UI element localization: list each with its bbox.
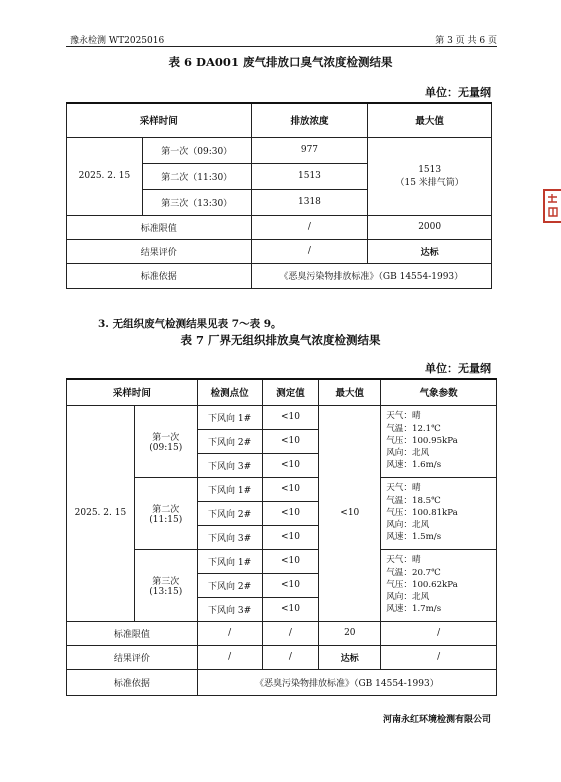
table7-group-name: 第一次	[152, 432, 180, 443]
table7-group-label	[134, 549, 197, 621]
table7-group-time: (11:15)	[149, 514, 183, 525]
table7-site: 下风向 3#	[197, 597, 262, 621]
table7-value: <10	[262, 573, 319, 597]
table6-row-value: 1513	[251, 163, 368, 189]
table7-value: <10	[262, 597, 319, 621]
page-header	[70, 30, 497, 46]
table7-site: 下风向 3#	[197, 453, 262, 477]
table6-row-label: 第一次（09:30）	[142, 137, 251, 163]
table6-header-max: 最大值	[368, 103, 492, 137]
table7-title: 表 7 厂界无组织排放臭气浓度检测结果	[180, 333, 381, 347]
table6-eval-label: 结果评价	[67, 239, 252, 263]
table7-value: <10	[262, 405, 319, 429]
seal-stamp-fragment	[540, 188, 561, 224]
table7-site: 下风向 2#	[197, 429, 262, 453]
table7	[66, 378, 497, 696]
table6-unit: 单位：无量纲	[425, 86, 491, 99]
table6-basis-label: 标准依据	[67, 263, 252, 288]
page-number: 第 3 页 共 6 页	[435, 36, 497, 46]
weather-line: 天气：晴	[386, 411, 421, 422]
table7-site: 下风向 1#	[197, 477, 262, 501]
section-paragraph: 3. 无组织废气检测结果见表 7～表 9。	[98, 318, 282, 330]
table7-site: 下风向 2#	[197, 573, 262, 597]
table7-group-label	[134, 405, 197, 477]
table7-weather-cell	[381, 405, 497, 477]
table7-group-label	[134, 477, 197, 549]
table7-value: <10	[262, 429, 319, 453]
table7-site: 下风向 1#	[197, 549, 262, 573]
table7-basis-label: 标准依据	[67, 669, 198, 695]
table7-basis-text: 《恶臭污染物排放标准》（GB 14554-1993）	[197, 669, 496, 695]
table7-header-weather: 气象参数	[381, 379, 497, 405]
table7-header-value: 测定值	[262, 379, 319, 405]
header-divider	[66, 46, 497, 47]
table6-header-conc: 排放浓度	[251, 103, 368, 137]
table7-limit-site: /	[197, 621, 262, 645]
weather-line: 风向：北风	[386, 520, 430, 531]
table6-basis-text: 《恶臭污染物排放标准》（GB 14554-1993）	[251, 263, 491, 288]
table7-header-site: 检测点位	[197, 379, 262, 405]
table6-date: 2025. 2. 15	[67, 137, 143, 215]
table7-eval-weather: /	[381, 645, 497, 669]
weather-line: 天气：晴	[386, 555, 421, 566]
weather-line: 气温：12.1℃	[386, 423, 441, 434]
table6-header-time: 采样时间	[67, 103, 252, 137]
table7-value: <10	[262, 453, 319, 477]
table7-value: <10	[262, 525, 319, 549]
table7-site: 下风向 3#	[197, 525, 262, 549]
table7-eval-site: /	[197, 645, 262, 669]
table6-max-value: 1513	[418, 164, 442, 175]
company-footer: 河南永红环境检测有限公司	[382, 715, 491, 725]
table7-value: <10	[262, 549, 319, 573]
weather-line: 气压：100.62kPa	[386, 579, 458, 590]
table7-group-name: 第二次	[152, 504, 180, 515]
table7-value: <10	[262, 477, 319, 501]
table6-limit-label: 标准限值	[67, 215, 252, 239]
table7-eval-label: 结果评价	[67, 645, 198, 669]
weather-line: 风向：北风	[386, 592, 430, 603]
table7-unit: 单位：无量纲	[425, 362, 491, 375]
table6-eval-conc: /	[251, 239, 368, 263]
table6-title: 表 6 DA001 废气排放口臭气浓度检测结果	[168, 55, 393, 69]
weather-line: 气压：100.95kPa	[386, 435, 458, 446]
table6-row-value: 1318	[251, 189, 368, 215]
table6-max-cell	[368, 137, 492, 215]
table7-max-value: <10	[319, 405, 381, 621]
table7-weather-cell	[381, 477, 497, 549]
table7-eval-value: /	[262, 645, 319, 669]
weather-line: 气温：18.5℃	[386, 495, 441, 506]
table6-row-label: 第二次（11:30）	[142, 163, 251, 189]
weather-line: 气温：20.7℃	[386, 567, 441, 578]
weather-line: 风向：北风	[386, 448, 430, 459]
table7-limit-weather: /	[381, 621, 497, 645]
table7-header-max: 最大值	[319, 379, 381, 405]
table7-limit-max: 20	[319, 621, 381, 645]
weather-line: 气压：100.81kPa	[386, 507, 458, 518]
table7-site: 下风向 1#	[197, 405, 262, 429]
table7-group-time: (13:15)	[149, 586, 183, 597]
table6-limit-conc: /	[251, 215, 368, 239]
weather-line: 风速：1.5m/s	[386, 532, 442, 543]
table7-site: 下风向 2#	[197, 501, 262, 525]
report-number: 豫永检测 WT2025016	[70, 36, 165, 46]
weather-line: 风速：1.7m/s	[386, 604, 442, 615]
table7-group-time: (09:15)	[149, 442, 183, 453]
table7-group-name: 第三次	[152, 576, 180, 587]
table7-header-time: 采样时间	[67, 379, 198, 405]
table7-value: <10	[262, 501, 319, 525]
table7-eval-max: 达标	[319, 645, 381, 669]
table6-row-label: 第三次（13:30）	[142, 189, 251, 215]
table7-weather-cell	[381, 549, 497, 621]
table6-row-value: 977	[251, 137, 368, 163]
table7-limit-value: /	[262, 621, 319, 645]
table7-date: 2025. 2. 15	[67, 405, 135, 621]
table6-eval-max: 达标	[368, 239, 492, 263]
table6-limit-max: 2000	[368, 215, 492, 239]
table6	[66, 102, 492, 289]
weather-line: 风速：1.6m/s	[386, 460, 442, 471]
table6-max-note: （15 米排气筒）	[395, 177, 464, 188]
weather-line: 天气：晴	[386, 483, 421, 494]
table7-limit-label: 标准限值	[67, 621, 198, 645]
